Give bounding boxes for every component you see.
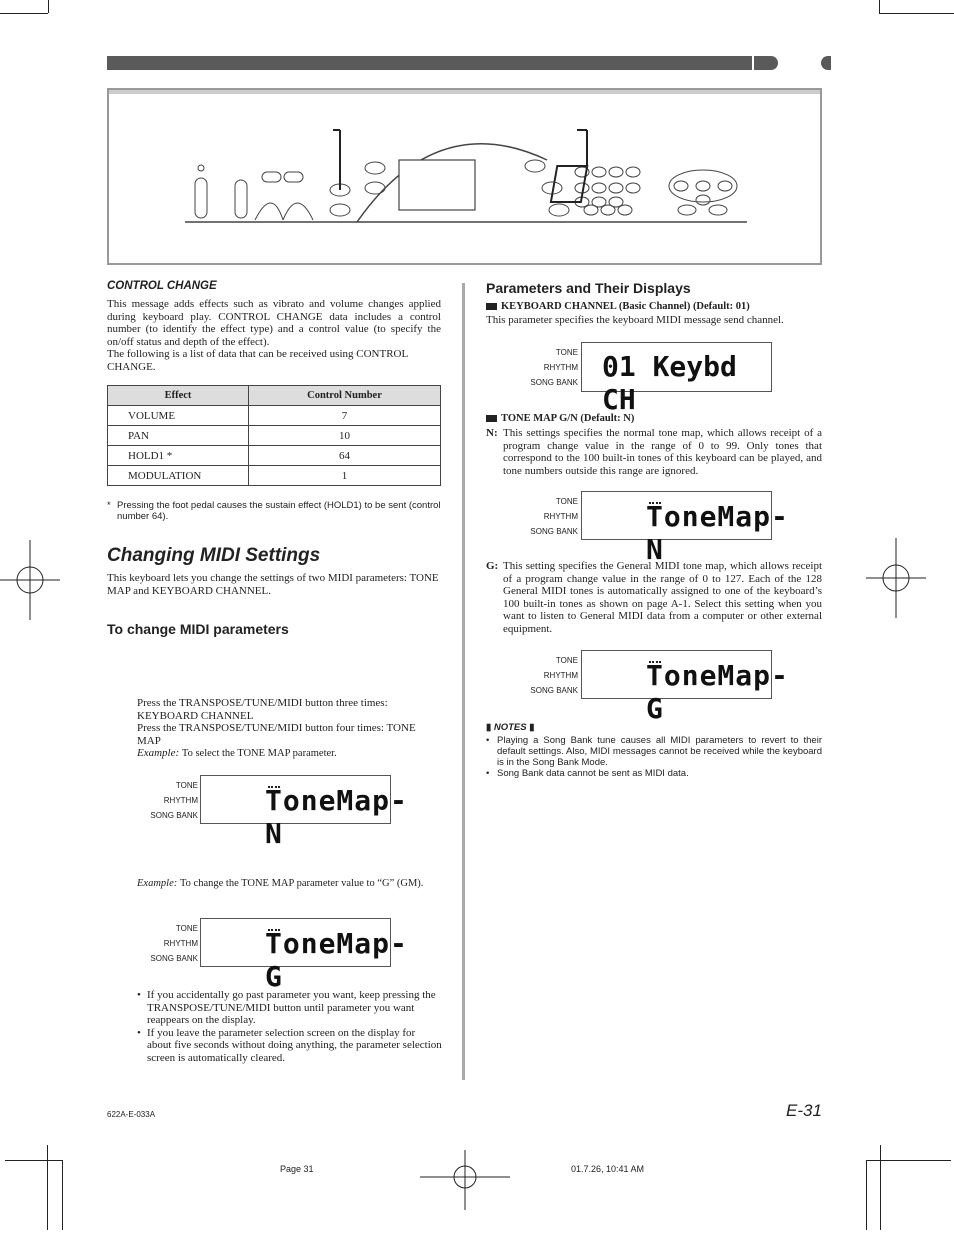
lcd-label-song-bank: SONG BANK [150,811,198,820]
lcd-display [581,491,789,566]
example2 [137,877,442,891]
lcd-label-song-bank: SONG BANK [150,954,198,963]
footnote-mark: * [107,500,111,511]
changing-midi-body: This keyboard lets you change the settings of two MIDI parameters: TONE MAP and KEYBOARD CHANNEL. [107,572,439,597]
tone-map-title-text: TONE MAP G/N (Default: N) [501,413,635,424]
n-option [486,427,822,477]
lcd-display [200,918,408,993]
step-line2: Press the TRANSPOSE/TUNE/MIDI button four times: TONE MAP [137,722,416,747]
list-item-text: If you leave the parameter selection screen on the display for about five seconds without doing anything, the parameter selection screen is automatically cleared. [147,1026,442,1064]
table-cell: 10 [249,426,441,446]
crop-mark [866,1160,867,1230]
control-change-heading: CONTROL CHANGE [107,280,217,292]
table-row [108,466,441,486]
lcd-label-tone: TONE [555,348,578,357]
header-bar-cap [754,56,778,70]
lcd-text: ToneMap-G [646,659,789,725]
notes-heading: ▮ NOTES ▮ [486,722,535,733]
step-line1: Press the TRANSPOSE/TUNE/MIDI button three times: KEYBOARD CHANNEL [137,697,388,722]
kbd-channel-title [486,301,750,314]
lcd-text: 01 Keybd CH [602,350,737,416]
example-text: To change the TONE MAP parameter value to “G” (GM). [179,878,424,889]
crop-mark [866,1160,951,1161]
g-option [486,560,822,635]
page-number: E-31 [786,1101,822,1120]
registration-mark [0,540,60,620]
lcd-label-tone: TONE [175,781,198,790]
example-label: Example: [137,878,178,889]
lcd-text: ToneMap-N [646,500,789,566]
crop-mark [47,1145,48,1230]
list-item-text: If you accidentally go past parameter you want, keep pressing the TRANSPOSE/TUNE/MIDI button until parameter you want reappears on the display. [147,989,436,1026]
list-item: • If you leave the parameter selection screen on the display for about five seconds without doing anything, the parameter selection screen is automatically cleared. [137,1026,442,1064]
kbd-channel-body: This parameter specifies the keyboard MIDI message send channel. [486,314,784,326]
tone-map-title [486,413,634,426]
header-bar-dot [821,56,831,70]
to-change-heading: To change MIDI parameters [107,621,289,637]
column-divider [462,283,465,1080]
lcd-labels [520,345,578,390]
lcd-label-tone: TONE [555,656,578,665]
lcd-label-song-bank: SONG BANK [530,378,578,387]
footer-page: Page 31 [280,1164,314,1174]
table-cell: VOLUME [108,406,249,426]
crop-mark [5,1160,62,1161]
lcd-label-tone: TONE [555,497,578,506]
lcd-labels [520,653,578,698]
g-body: This setting specifies the General MIDI tone map, which allows receipt of a program change value in the range of 0 to 127. Each of the 128 General MIDI tones is automatically assigned to one of the keyboard’s 100 built-in tones as shown on page A-1. Select this setting when you want to listen to General MIDI data from a computer or other external equipment. [503,560,822,635]
table-header: Effect [108,386,249,406]
table-header: Control Number [249,386,441,406]
keyboard-panel-illustration [107,88,823,266]
list-item: • Song Bank data cannot be sent as MIDI data. [486,768,822,779]
lcd-label-song-bank: SONG BANK [530,686,578,695]
lcd-label-tone: TONE [175,924,198,933]
table-cell: HOLD1 * [108,446,249,466]
crop-mark [48,0,49,13]
table-cell: 64 [249,446,441,466]
lcd-label-song-bank: SONG BANK [530,527,578,536]
lcd-label-rhythm: RHYTHM [543,512,578,521]
example1 [137,747,442,761]
lcd-labels [520,494,578,539]
page-code: 622A-E-033A [107,1110,156,1119]
crop-mark [880,1145,881,1230]
notes-list [486,735,822,779]
changing-midi-title: Changing MIDI Settings [107,545,321,566]
lcd-text: ToneMap-N [265,784,408,850]
table-cell: 7 [249,406,441,426]
crop-mark [879,0,880,13]
footnote: Pressing the foot pedal causes the sustain effect (HOLD1) to be sent (control number 64). [117,500,441,522]
lcd-text: ToneMap-G [265,927,408,993]
control-change-table [107,385,441,486]
n-body: This settings specifies the normal tone map, which allows receipt of a program change value in the range of 0 to 99. Only tones that correspond to the 100 built-in tones of this keyboard can be played, and tone numbers outside this range are ignored. [503,427,822,477]
lcd-label-rhythm: RHYTHM [543,671,578,680]
lcd-labels [140,778,198,823]
crop-mark [62,1160,63,1230]
table-row [108,426,441,446]
notes-heading-text: NOTES [493,722,527,733]
table-cell: 1 [249,466,441,486]
table-cell: MODULATION [108,466,249,486]
registration-mark [420,1150,510,1210]
list-item: • If you accidentally go past parameter you want, keep pressing the TRANSPOSE/TUNE/MIDI button until parameter you want reappears on the display. [137,989,442,1027]
list-item: • Playing a Song Bank tune causes all MIDI parameters to revert to their default settings. Also, MIDI messages cannot be received while the keyboard is in the Song Bank Mode. [486,735,822,768]
table-row [108,406,441,426]
lcd-display [581,650,789,725]
header-bar [107,56,752,70]
registration-mark [866,538,926,618]
lcd-label-rhythm: RHYTHM [163,939,198,948]
g-label: G: [486,560,499,572]
list-item-text: Playing a Song Bank tune causes all MIDI parameters to revert to their default settings. Also, MIDI messages cannot be received while the keyboard is in the Song Bank Mode. [497,735,822,768]
list-item-text: Song Bank data cannot be sent as MIDI data. [497,768,689,779]
example-label: Example: [137,747,180,759]
lcd-label-rhythm: RHYTHM [163,796,198,805]
table-row [108,446,441,466]
lcd-display [200,775,408,850]
bullet-list [137,989,442,1064]
lcd-labels [140,921,198,966]
table-cell: PAN [108,426,249,446]
lcd-display [581,342,772,416]
control-change-body2: The following is a list of data that can be received using CONTROL CHANGE. [107,348,408,373]
parameters-heading: Parameters and Their Displays [486,280,691,296]
kbd-channel-title-text: KEYBOARD CHANNEL (Basic Channel) (Default: 01) [501,301,750,312]
crop-mark [879,13,954,14]
control-change-body: This message adds effects such as vibrato and volume changes applied during keyboard play. CONTROL CHANGE data includes a control number (to identify the effect type) and a control value (to specify the on/off status and depth of the effect). [107,298,441,348]
footer-date: 01.7.26, 10:41 AM [571,1164,645,1174]
n-label: N: [486,427,498,439]
crop-mark [0,13,48,14]
example-text: To select the TONE MAP parameter. [181,748,337,759]
lcd-label-rhythm: RHYTHM [543,363,578,372]
